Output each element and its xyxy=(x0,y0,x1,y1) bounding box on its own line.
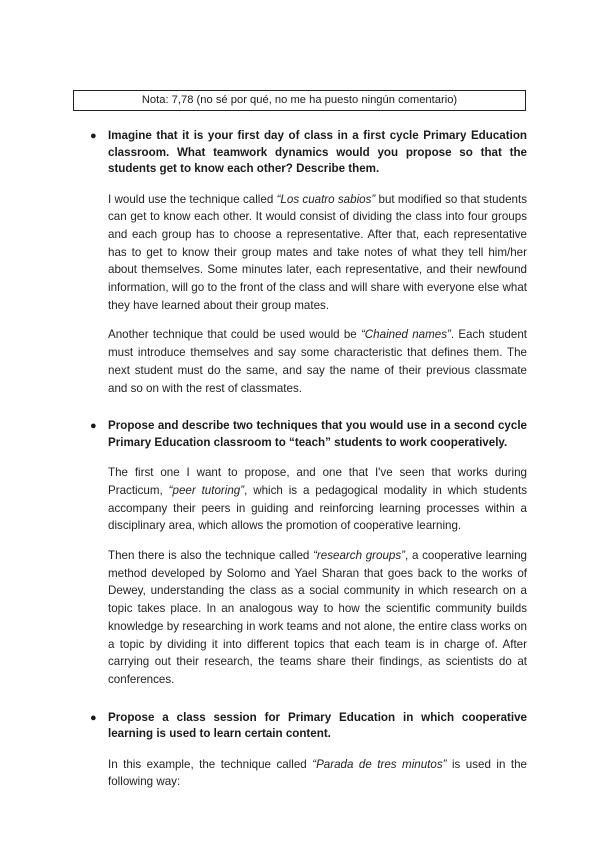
text-run: I would use the technique called xyxy=(108,192,277,206)
answer-2-paragraph-2 xyxy=(90,547,527,689)
text-run: In this example, the technique called xyxy=(108,757,313,771)
grade-note-text: Nota: 7,78 (no sé por qué, no me ha puesto ningún comentario) xyxy=(141,94,458,106)
text-run: Then there is also the technique called xyxy=(108,549,314,563)
question-1 xyxy=(90,128,527,178)
question-1-text: Imagine that it is your first day of class in a first cycle Primary Education classroom. What teamwork dynamics would you propose so that the students get to know each other? Describe them. xyxy=(108,129,527,175)
technique-name: “peer tutoring” xyxy=(168,483,245,497)
text-run: but modified so that students can get to know each other. It would consist of dividing the class into four groups and each group has to choose a representative. After that, each representative has to get to know their group mates and take notes of what they tell him/her about themselves. Some minutes later, each representative, and their newfound information, will go to the front of the class and will share with everyone else what they have learned about their group mates. xyxy=(108,192,527,312)
text-run: . Each student must introduce themselves and say some characteristic that defines them. The next student must do the same, and say the name of their previous classmate and so on with the rest of classmates. xyxy=(108,328,527,395)
document-content xyxy=(90,128,527,791)
bullet-icon: ● xyxy=(90,711,97,724)
answer-1-paragraph-2 xyxy=(90,326,527,397)
question-2 xyxy=(90,418,527,451)
text-run: The first one I want to propose, and one that I've seen that works during Practicum, xyxy=(108,466,527,497)
question-3-text: Propose a class session for Primary Education in which cooperative learning is used to learn certain content. xyxy=(108,710,527,741)
text-run: , a cooperative learning method developed by Solomo and Yael Sharan that goes back to the works of Dewey, understanding the class as a social community in which research on a topic takes place. In an analogous way to how the scientific community builds knowledge by researching in work teams and not alone, the entire class works on a topic by dividing it into different topics that each team is in charge of. After carrying out their research, the teams share their findings, as scientists do at conferences. xyxy=(108,549,527,686)
question-2-text: Propose and describe two techniques that you would use in a second cycle Primary Education classroom to “teach” students to work cooperatively. xyxy=(108,419,527,449)
technique-name: “Los cuatro sabios” xyxy=(276,192,376,206)
question-3 xyxy=(90,710,527,743)
text-run: , which is a pedagogical modality in which students accompany their peers in guiding and reinforcing learning processes within a disciplinary area, which allows the promotion of cooperative learning. xyxy=(108,483,527,533)
text-run: Another technique that could be used would be xyxy=(108,328,361,342)
technique-name: “research groups” xyxy=(313,549,406,563)
bullet-icon: ● xyxy=(90,130,97,142)
text-run: is used in the following way: xyxy=(108,757,528,789)
answer-1-paragraph-1 xyxy=(90,191,527,315)
technique-name: “Chained names” xyxy=(360,328,451,342)
grade-note-box xyxy=(73,90,526,111)
technique-name: “Parada de tres minutos” xyxy=(312,757,447,771)
answer-3-paragraph-1 xyxy=(90,756,527,791)
bullet-icon: ● xyxy=(90,420,97,433)
answer-2-paragraph-1 xyxy=(90,464,527,535)
